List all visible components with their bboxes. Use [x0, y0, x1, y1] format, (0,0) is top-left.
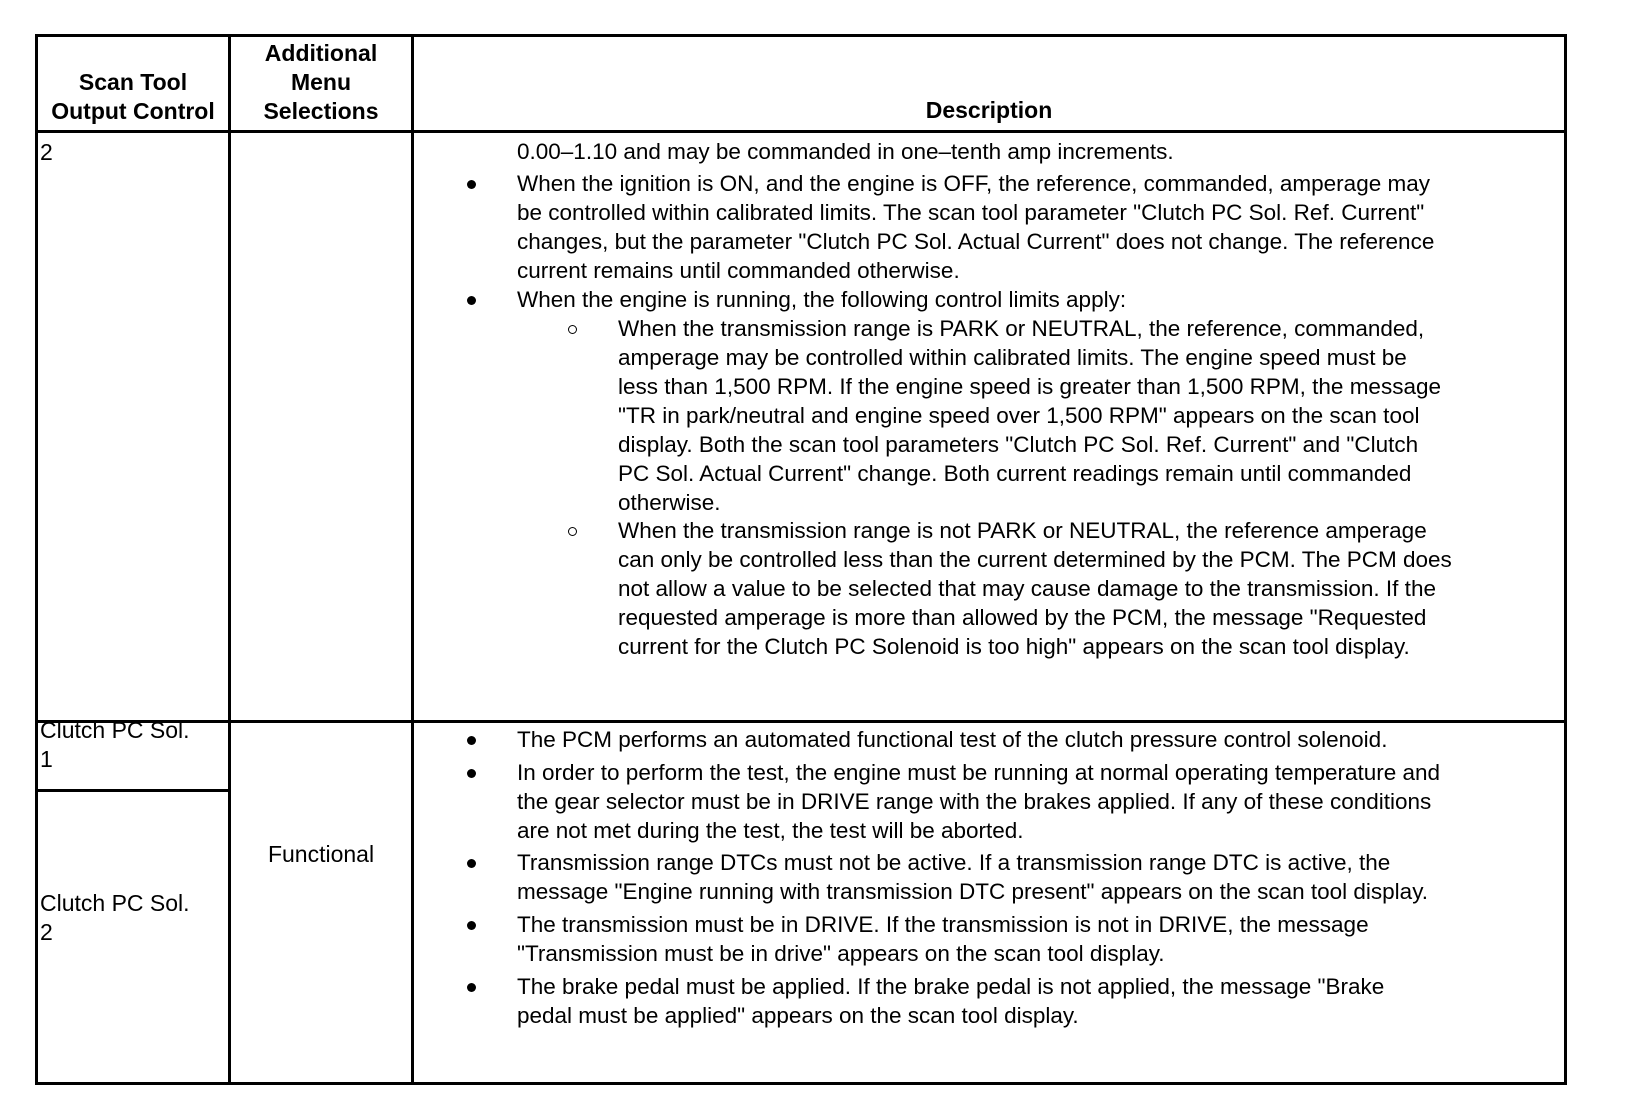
- row1-bullet-2: When the engine is running, the following control limits apply:: [517, 287, 1127, 312]
- table-border-top: [35, 34, 1567, 37]
- bullet-icon: [467, 180, 476, 189]
- bullet-icon: [467, 736, 476, 745]
- row2-bullet-3: Transmission range DTCs must not be active. If a transmission range DTC is active, the message "Engine running with transmission DTC present" appears on the scan tool display.: [517, 850, 1429, 904]
- column-divider-2: [411, 34, 414, 1085]
- row2-bullet-5: The brake pedal must be applied. If the brake pedal is not applied, the message "Brake pedal must be applied" appears on the scan tool display.: [517, 974, 1385, 1028]
- row2-bullet-4: The transmission must be in DRIVE. If the transmission is not in DRIVE, the message "Transmission must be in drive" appears on the scan tool display.: [517, 912, 1369, 966]
- sub-row-separator: [35, 789, 230, 792]
- table-border-left: [35, 34, 38, 1085]
- header-rule: [35, 130, 1567, 133]
- header-additional-menu-selections: Additional Menu Selections: [263, 40, 379, 124]
- row1-output-control: 2: [40, 139, 53, 165]
- row2-bullet-1: The PCM performs an automated functional test of the clutch pressure control solenoid.: [517, 727, 1388, 752]
- scan-tool-output-control-table: [35, 34, 1567, 1085]
- sub-bullet-circle-icon: [568, 527, 577, 536]
- row1-sub-bullet-2: When the transmission range is not PARK or NEUTRAL, the reference amperage can only be controlled less than the current determined by the PCM. The PCM does not allow a value to be selected that may cause damage to the transmission. If the requested amperage is more than allowed by the PCM, the message "Requested current for the Clutch PC Solenoid is too high" appears on the scan tool display.: [618, 518, 1452, 659]
- bullet-icon: [467, 296, 476, 305]
- row2-output-control-sol-1: Clutch PC Sol. 1: [40, 717, 190, 772]
- row-separator: [35, 720, 1567, 723]
- header-scan-tool-output-control: Scan Tool Output Control: [51, 69, 215, 124]
- bullet-icon: [467, 859, 476, 868]
- column-divider-1: [228, 34, 231, 1085]
- row2-menu-selection: Functional: [267, 841, 375, 867]
- row2-bullet-2: In order to perform the test, the engine must be running at normal operating temperature and the gear selector must be in DRIVE range with the brakes applied. If any of these conditions are not met during the test, the test will be aborted.: [517, 760, 1441, 843]
- table-border-right: [1564, 34, 1567, 1085]
- row1-bullet-1: When the ignition is ON, and the engine is OFF, the reference, commanded, amperage may be controlled within calibrated limits. The scan tool parameter "Clutch PC Sol. Ref. Current" changes, but the parameter "Clutch PC Sol. Actual Current" does not change. The reference current remains until commanded otherwise.: [517, 171, 1435, 283]
- table-border-bottom: [35, 1082, 1567, 1085]
- row2-output-control-sol-2: Clutch PC Sol. 2: [40, 890, 190, 945]
- row1-continuation-text: 0.00–1.10 and may be commanded in one–tenth amp increments.: [517, 139, 1174, 164]
- bullet-icon: [467, 921, 476, 930]
- header-description: Description: [925, 97, 1053, 123]
- bullet-icon: [467, 983, 476, 992]
- row1-sub-bullet-1: When the transmission range is PARK or NEUTRAL, the reference, commanded, amperage may be controlled within calibrated limits. The engine speed must be less than 1,500 RPM. If the engine speed is greater than 1,500 RPM, the message "TR in park/neutral and engine speed over 1,500 RPM" appears on the scan tool display. Both the scan tool parameters "Clutch PC Sol. Ref. Current" and "Clutch PC Sol. Actual Current" change. Both current readings remain until commanded otherwise.: [618, 316, 1441, 515]
- bullet-icon: [467, 769, 476, 778]
- sub-bullet-circle-icon: [568, 325, 577, 334]
